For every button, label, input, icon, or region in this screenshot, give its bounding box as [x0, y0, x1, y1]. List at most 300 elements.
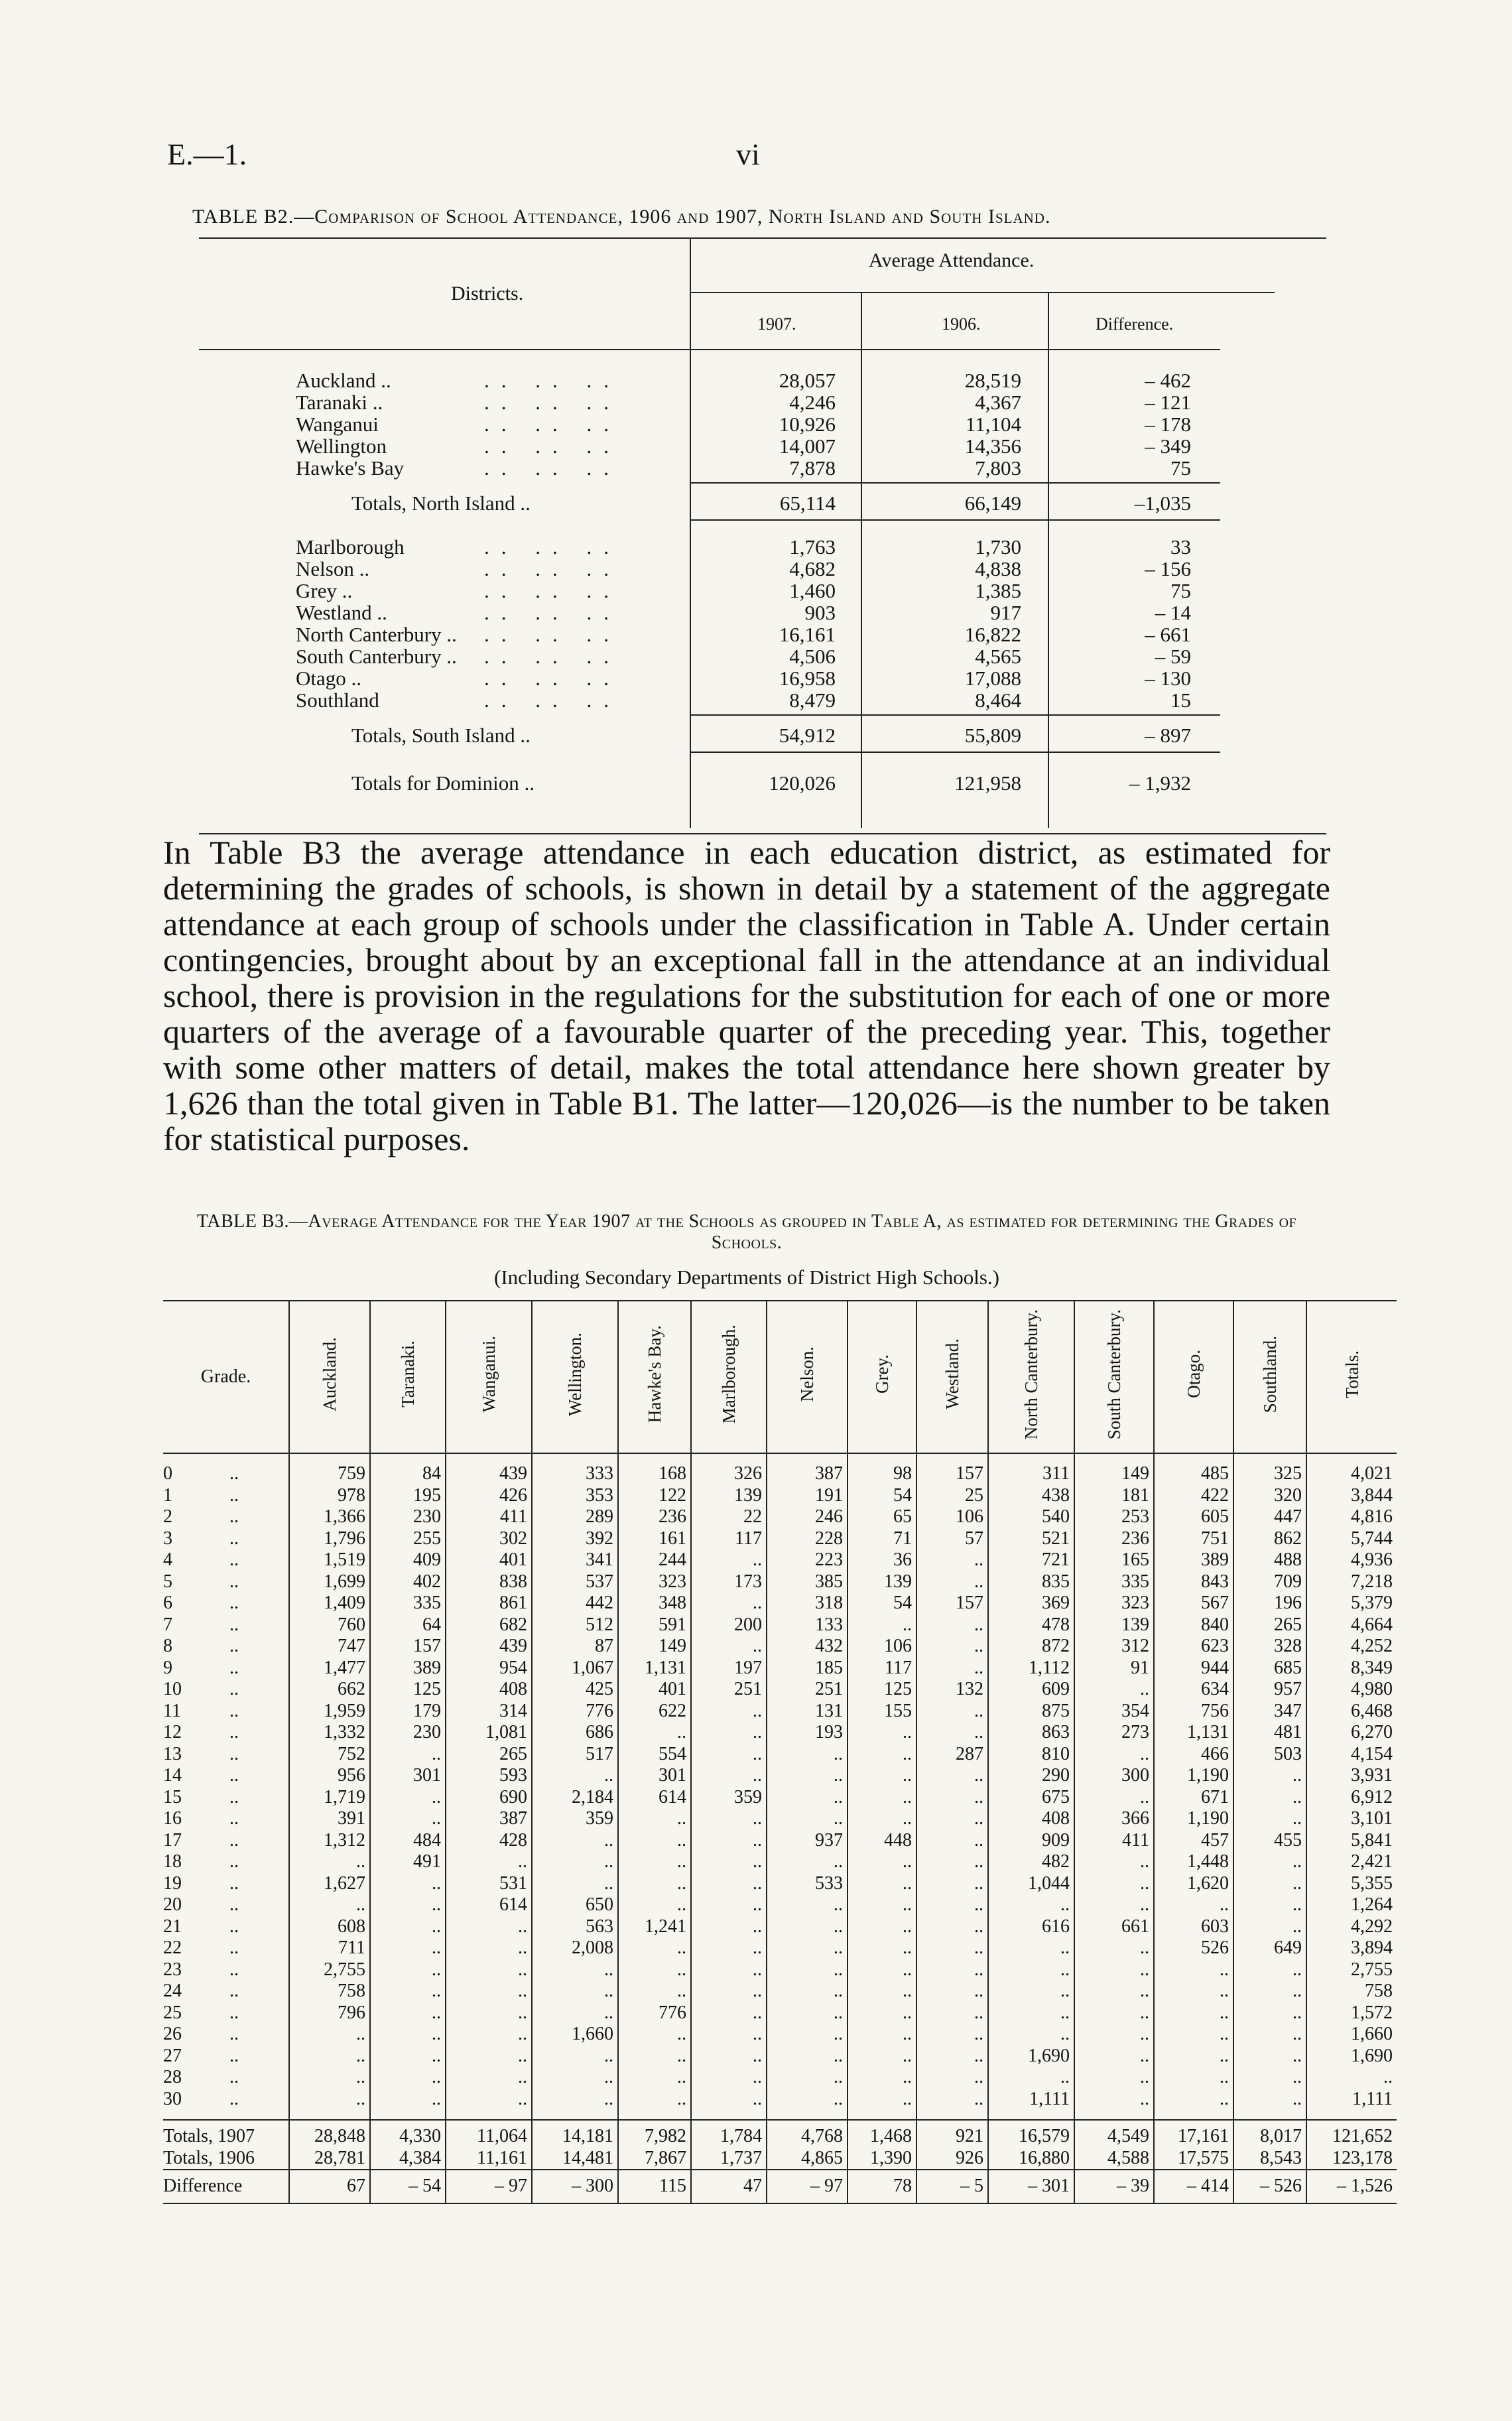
b3-row-label: [163, 1593, 289, 1614]
b2-value-difference: – 349: [1145, 434, 1191, 458]
b3-cell: 503: [1233, 1744, 1306, 1766]
b3-cell: ..: [691, 2024, 767, 2046]
b3-cell: 1,660: [1306, 2024, 1397, 2046]
b3-cell: 540: [988, 1506, 1074, 1528]
b3-cell: 347: [1233, 1701, 1306, 1723]
b3-cell: 230: [370, 1722, 446, 1744]
b3-leader-dots: ..: [229, 2067, 239, 2087]
b3-cell: 603: [1154, 1916, 1233, 1938]
b3-table-row: [163, 2148, 1397, 2170]
b3-header-district: [1233, 1301, 1306, 1453]
b3-cell: 149: [1074, 1453, 1154, 1485]
b2-col-average-attendance: Average Attendance.: [869, 249, 1035, 271]
b3-cell: – 39: [1074, 2170, 1154, 2203]
b3-cell: 776: [618, 2002, 691, 2024]
b3-cell: 482: [988, 1851, 1074, 1873]
b2-value-1907: 16,161: [779, 623, 836, 646]
b3-cell: ..: [691, 1830, 767, 1852]
b3-cell: 2,421: [1306, 1851, 1397, 1873]
b3-cell: 14,181: [532, 2120, 618, 2148]
b2-value-1907: 903: [804, 601, 836, 624]
b3-header-label: Hawke's Bay.: [645, 1325, 664, 1423]
b3-cell: 91: [1074, 1658, 1154, 1679]
b3-cell: 1,366: [289, 1506, 370, 1528]
b2-district-row: [199, 667, 1326, 688]
b3-leader-dots: ..: [229, 2024, 239, 2044]
b2-value-1906: 121,958: [954, 771, 1021, 795]
b3-cell: 1,332: [289, 1722, 370, 1744]
b3-cell: 686: [532, 1722, 618, 1744]
b3-cell: ..: [1074, 1851, 1154, 1873]
b3-cell: ..: [1233, 1916, 1306, 1938]
b3-leader-dots: ..: [229, 1636, 239, 1656]
b3-cell: 751: [1154, 1528, 1233, 1550]
b3-row-label: [163, 1722, 289, 1744]
b3-cell: 123,178: [1306, 2148, 1397, 2170]
table-b2-title-text: Comparison of School Attendance, 1906 and 1907, North Island and South Island.: [314, 206, 1051, 228]
b3-cell: ..: [1074, 1959, 1154, 1981]
b3-cell: 1,312: [289, 1830, 370, 1852]
b3-cell: ..: [848, 1765, 916, 1787]
b3-cell: 408: [988, 1808, 1074, 1830]
b3-header-label: Taranaki.: [398, 1341, 418, 1408]
b3-cell: 484: [370, 1830, 446, 1852]
b2-value-1907: 120,026: [769, 771, 836, 795]
b3-cell: ..: [532, 1830, 618, 1852]
b3-table-row: [163, 1808, 1397, 1830]
b3-cell: 481: [1233, 1722, 1306, 1744]
b2-value-1907: 1,763: [789, 535, 836, 558]
b2-district-row: [199, 369, 1326, 391]
b3-cell: 491: [370, 1851, 446, 1873]
b3-cell: 165: [1074, 1549, 1154, 1571]
b2-value-difference: – 156: [1145, 557, 1191, 580]
b3-cell: – 5: [916, 2170, 988, 2203]
b2-value-1906: 917: [990, 601, 1021, 624]
b3-cell: 3,844: [1306, 1485, 1397, 1507]
b3-cell: 1,241: [618, 1916, 691, 1938]
b3-cell: 1,131: [1154, 1722, 1233, 1744]
b3-cell: 1,784: [691, 2120, 767, 2148]
b3-leader-dots: ..: [229, 1463, 239, 1484]
b3-cell: ..: [1233, 1981, 1306, 2002]
b3-cell: ..: [691, 1937, 767, 1959]
b3-cell: ..: [1074, 1873, 1154, 1895]
b2-value-difference: – 14: [1155, 601, 1191, 624]
b3-cell: 57: [916, 1528, 988, 1550]
b3-cell: ..: [916, 1830, 988, 1852]
b3-cell: 98: [848, 1453, 916, 1485]
b2-value-1907: 1,460: [789, 579, 836, 602]
b3-grade-number: 1: [163, 1484, 172, 1506]
b3-cell: 909: [988, 1830, 1074, 1852]
b3-cell: 1,660: [532, 2024, 618, 2046]
b3-cell: 3,894: [1306, 1937, 1397, 1959]
b3-cell: ..: [370, 1894, 446, 1916]
b3-table-row: [163, 1679, 1397, 1701]
b3-cell: ..: [370, 1981, 446, 2002]
b3-row-label: [163, 1873, 289, 1895]
b3-cell: ..: [1233, 2067, 1306, 2089]
b3-cell: ..: [618, 1722, 691, 1744]
b3-header-district: [1154, 1301, 1233, 1453]
b3-cell: 675: [988, 1787, 1074, 1809]
b2-district-row: [199, 645, 1326, 667]
b3-cell: 671: [1154, 1787, 1233, 1809]
b2-district-row: [199, 456, 1326, 478]
b3-cell: 1,081: [446, 1722, 532, 1744]
b2-value-1906: 17,088: [964, 667, 1021, 690]
b3-header-label: Wellington.: [565, 1332, 585, 1416]
b3-cell: 348: [618, 1593, 691, 1614]
b3-cell: 455: [1233, 1830, 1306, 1852]
b3-cell: 605: [1154, 1506, 1233, 1528]
b3-cell: ..: [767, 1851, 848, 1873]
b3-cell: ..: [691, 1701, 767, 1723]
b3-cell: 956: [289, 1765, 370, 1787]
b3-header-label: Southland.: [1260, 1335, 1280, 1413]
b3-cell: 1,959: [289, 1701, 370, 1723]
b2-district-name: Hawke's Bay: [296, 456, 405, 480]
b2-value-1906: 1,385: [975, 579, 1021, 602]
b2-district-name: Totals for Dominion ..: [351, 771, 535, 795]
b3-header-district: [618, 1301, 691, 1453]
b3-header-label: Wanganui.: [479, 1335, 499, 1413]
b2-value-1907: 14,007: [779, 434, 836, 458]
b3-cell: ..: [446, 2067, 532, 2089]
b3-cell: 179: [370, 1701, 446, 1723]
b3-cell: ..: [848, 1873, 916, 1895]
b3-row-label: [163, 1808, 289, 1830]
b3-cell: ..: [370, 2089, 446, 2121]
b3-cell: 17,575: [1154, 2148, 1233, 2170]
b3-leader-dots: ..: [229, 1981, 239, 2001]
b3-header-district: [289, 1301, 370, 1453]
b3-cell: ..: [618, 1873, 691, 1895]
b3-row-label: [163, 1981, 289, 2002]
b3-cell: ..: [988, 2067, 1074, 2089]
b2-district-row: [199, 688, 1326, 710]
b3-leader-dots: ..: [229, 1484, 239, 1506]
b2-district-name: Totals, South Island ..: [351, 724, 531, 747]
b2-value-1907: 10,926: [779, 413, 836, 436]
b3-table-row: [163, 2089, 1397, 2121]
b3-header-label: North Canterbury.: [1021, 1309, 1041, 1439]
b3-header-district: [370, 1301, 446, 1453]
b3-cell: 4,154: [1306, 1744, 1397, 1766]
table-b3: [163, 1300, 1393, 2204]
b3-cell: 758: [289, 1981, 370, 2002]
table-b3-title: [163, 1211, 1330, 1254]
b3-cell: ..: [1074, 2046, 1154, 2067]
b3-cell: ..: [988, 1981, 1074, 2002]
b3-grade-number: 11: [163, 1700, 181, 1721]
b3-cell: ..: [532, 1959, 618, 1981]
b3-cell: 428: [446, 1830, 532, 1852]
b3-cell: 125: [370, 1679, 446, 1701]
b3-cell: 401: [618, 1679, 691, 1701]
b2-value-1906: 14,356: [964, 434, 1021, 458]
b3-row-label: [163, 1744, 289, 1766]
b2-district-row: [199, 535, 1326, 557]
table-b3-subtitle: (Including Secondary Departments of District High Schools.): [494, 1266, 999, 1289]
b3-leader-dots: ..: [229, 1700, 239, 1721]
b3-table-row: [163, 1744, 1397, 1766]
b3-cell: 526: [1154, 1937, 1233, 1959]
b3-cell: 937: [767, 1830, 848, 1852]
b3-cell: 246: [767, 1506, 848, 1528]
b3-cell: ..: [767, 1808, 848, 1830]
b3-cell: 567: [1154, 1593, 1233, 1614]
b3-cell: ..: [1154, 2024, 1233, 2046]
b3-cell: 14,481: [532, 2148, 618, 2170]
b3-cell: ..: [848, 2024, 916, 2046]
b3-cell: 478: [988, 1614, 1074, 1636]
b2-value-difference: 33: [1170, 535, 1191, 558]
b3-table-row: [163, 1506, 1397, 1528]
b3-row-label: [163, 1485, 289, 1507]
b3-cell: ..: [446, 1916, 532, 1938]
b3-cell: 875: [988, 1701, 1074, 1723]
b3-cell: ..: [848, 1851, 916, 1873]
b2-value-1907: 28,057: [779, 369, 836, 392]
b3-cell: 466: [1154, 1744, 1233, 1766]
b3-cell: ..: [848, 1787, 916, 1809]
table-b2: [199, 237, 1326, 834]
b3-grade-number: 8: [163, 1636, 172, 1656]
b3-cell: ..: [446, 1959, 532, 1981]
b3-row-label: [163, 1506, 289, 1528]
b3-cell: ..: [532, 1765, 618, 1787]
table-b3-grid: [163, 1300, 1397, 2204]
b2-leader-dots: .. .. ..: [484, 667, 621, 690]
b3-cell: – 97: [446, 2170, 532, 2203]
b3-header-label: South Canterbury.: [1104, 1309, 1124, 1439]
b2-district-row: [199, 434, 1326, 456]
b3-cell: ..: [767, 2046, 848, 2067]
table-b2-title-prefix: TABLE B2.—: [192, 206, 315, 228]
b3-cell: ..: [446, 2002, 532, 2024]
b3-row-label: [163, 1679, 289, 1701]
b3-cell: ..: [916, 2046, 988, 2067]
b3-cell: 7,867: [618, 2148, 691, 2170]
b3-cell: 301: [370, 1765, 446, 1787]
b3-cell: ..: [916, 2002, 988, 2024]
b3-cell: 448: [848, 1830, 916, 1852]
b3-cell: ..: [767, 1981, 848, 2002]
b2-district-name: Totals, North Island ..: [351, 491, 531, 515]
b3-cell: 1,690: [1306, 2046, 1397, 2067]
b3-cell: ..: [691, 1744, 767, 1766]
b3-cell: ..: [691, 1873, 767, 1895]
b3-cell: 1,112: [988, 1658, 1074, 1679]
b3-cell: 442: [532, 1593, 618, 1614]
b3-cell: ..: [988, 1959, 1074, 1981]
b3-leader-dots: ..: [229, 2088, 239, 2109]
b3-cell: 157: [370, 1636, 446, 1658]
b3-cell: 1,409: [289, 1593, 370, 1614]
b2-district-name: Wanganui: [296, 413, 379, 436]
body-paragraph: In Table B3 the average attendance in each education district, as estimated for determining the grades of schools, is shown in detail by a statement of the aggregate attendance at each group of schools under the classification in Table A. Under certain contingencies, brought about by an exceptional fall in the attendance at an individual school, there is provision in the regulations for the substitution for each of one or more quarters of the average of a favourable quarter of the preceding year. This, together with some other matters of detail, makes the total attendance here shown greater by 1,626 than the total given in Table B1. The latter—120,026—is the number to be taken for statistical purposes.: [163, 834, 1330, 1157]
b2-district-row: [199, 579, 1326, 601]
b3-cell: 16,579: [988, 2120, 1074, 2148]
b3-cell: ..: [916, 1765, 988, 1787]
b3-row-label: [163, 1701, 289, 1723]
b3-cell: ..: [618, 1981, 691, 2002]
b3-cell: 6,468: [1306, 1701, 1397, 1723]
b3-cell: 661: [1074, 1916, 1154, 1938]
b2-district-row: [199, 623, 1326, 645]
b3-cell: 752: [289, 1744, 370, 1766]
b3-cell: 314: [446, 1701, 532, 1723]
b3-cell: 301: [618, 1765, 691, 1787]
b3-cell: 389: [1154, 1549, 1233, 1571]
b3-table-row: [163, 1981, 1397, 2002]
b3-cell: 796: [289, 2002, 370, 2024]
b3-cell: 747: [289, 1636, 370, 1658]
b3-cell: 2,755: [289, 1959, 370, 1981]
b3-cell: ..: [1233, 1808, 1306, 1830]
b3-cell: – 301: [988, 2170, 1074, 2203]
b3-cell: ..: [618, 2089, 691, 2121]
b3-leader-dots: ..: [229, 1722, 239, 1742]
b3-cell: 1,627: [289, 1873, 370, 1895]
b3-cell: ..: [370, 1873, 446, 1895]
b2-district-name: Otago ..: [296, 667, 362, 690]
b3-cell: 168: [618, 1453, 691, 1485]
b3-table-row: [163, 1485, 1397, 1507]
b3-leader-dots: ..: [229, 1872, 239, 1894]
b2-value-1906: 1,730: [975, 535, 1021, 558]
b3-leader-dots: ..: [229, 1959, 239, 1980]
b3-cell: 634: [1154, 1679, 1233, 1701]
b3-grade-number: 5: [163, 1571, 172, 1592]
b3-header-label: Westland.: [942, 1339, 962, 1410]
b3-cell: 426: [446, 1485, 532, 1507]
b3-table-row: [163, 1851, 1397, 1873]
b3-cell: – 300: [532, 2170, 618, 2203]
b3-cell: ..: [916, 1549, 988, 1571]
b2-leader-dots: .. .. ..: [484, 645, 621, 668]
b3-cell: ..: [691, 1808, 767, 1830]
b3-cell: ..: [1074, 2089, 1154, 2121]
b3-cell: ..: [988, 1937, 1074, 1959]
b3-cell: 131: [767, 1701, 848, 1723]
b3-grade-number: 9: [163, 1657, 172, 1678]
b3-cell: ..: [370, 1916, 446, 1938]
b3-cell: 954: [446, 1658, 532, 1679]
b3-cell: 28,781: [289, 2148, 370, 2170]
b3-row-label: [163, 1916, 289, 1938]
b3-cell: 139: [691, 1485, 767, 1507]
b3-cell: ..: [1154, 1959, 1233, 1981]
b3-cell: 228: [767, 1528, 848, 1550]
b3-row-label: Totals, 1907: [163, 2120, 289, 2148]
b3-cell: 1,044: [988, 1873, 1074, 1895]
b3-table-row: [163, 1959, 1397, 1981]
b3-cell: ..: [446, 1981, 532, 2002]
b3-cell: 121,652: [1306, 2120, 1397, 2148]
b3-cell: ..: [1233, 1851, 1306, 1873]
b3-cell: 411: [446, 1506, 532, 1528]
b3-cell: ..: [916, 1851, 988, 1873]
b3-row-label: [163, 1549, 289, 1571]
b3-cell: 593: [446, 1765, 532, 1787]
b3-grade-number: 2: [163, 1506, 172, 1527]
b3-cell: 387: [767, 1453, 848, 1485]
b3-grade-number: 0: [163, 1463, 172, 1484]
b3-cell: ..: [289, 2067, 370, 2089]
b3-cell: ..: [767, 2067, 848, 2089]
b3-cell: 139: [848, 1571, 916, 1593]
b3-header-label: Marlborough.: [719, 1325, 739, 1424]
b3-cell: 253: [1074, 1506, 1154, 1528]
b3-leader-dots: ..: [229, 1614, 239, 1635]
b3-cell: ..: [691, 1981, 767, 2002]
b3-row-label: [163, 1894, 289, 1916]
b3-cell: ..: [532, 2067, 618, 2089]
b2-district-name: Nelson ..: [296, 557, 370, 580]
b3-grade-number: 6: [163, 1593, 172, 1613]
b3-cell: 17,161: [1154, 2120, 1233, 2148]
b3-cell: 117: [848, 1658, 916, 1679]
b3-cell: ..: [848, 2002, 916, 2024]
b3-row-label: Difference: [163, 2170, 289, 2203]
b3-cell: 4,816: [1306, 1506, 1397, 1528]
b3-cell: 251: [767, 1679, 848, 1701]
b3-cell: 4,588: [1074, 2148, 1154, 2170]
b3-header-label: Auckland.: [320, 1337, 340, 1411]
b3-cell: ..: [289, 1851, 370, 1873]
b3-grade-number: 28: [163, 2067, 182, 2087]
b3-cell: ..: [848, 1744, 916, 1766]
b2-district-row: [199, 413, 1326, 434]
b3-cell: 1,477: [289, 1658, 370, 1679]
b3-cell: ..: [916, 1571, 988, 1593]
b3-cell: 290: [988, 1765, 1074, 1787]
b3-grade-number: 17: [163, 1829, 182, 1851]
b3-leader-dots: ..: [229, 1894, 239, 1915]
b3-cell: ..: [370, 2046, 446, 2067]
b2-value-1907: 16,958: [779, 667, 836, 690]
b3-cell: 682: [446, 1614, 532, 1636]
b3-cell: 64: [370, 1614, 446, 1636]
b3-cell: ..: [691, 2046, 767, 2067]
b3-cell: – 526: [1233, 2170, 1306, 2203]
b3-cell: 5,744: [1306, 1528, 1397, 1550]
b2-value-difference: – 59: [1155, 645, 1191, 668]
b3-cell: 838: [446, 1571, 532, 1593]
b3-grade-number: 18: [163, 1851, 182, 1872]
b2-leader-dots: .. .. ..: [484, 369, 621, 392]
b3-cell: 1,190: [1154, 1765, 1233, 1787]
b2-col-1906: 1906.: [942, 314, 981, 334]
b3-cell: 776: [532, 1701, 618, 1723]
b3-table-row: [163, 2120, 1397, 2148]
b3-leader-dots: ..: [229, 1528, 239, 1549]
b2-value-1907: 8,479: [789, 688, 836, 712]
b2-value-difference: – 121: [1145, 391, 1191, 414]
b3-grade-number: 16: [163, 1808, 182, 1829]
b3-cell: 4,384: [370, 2148, 446, 2170]
b3-cell: 122: [618, 1485, 691, 1507]
b3-cell: ..: [1074, 1894, 1154, 1916]
b3-grade-number: 27: [163, 2045, 182, 2066]
b3-cell: 193: [767, 1722, 848, 1744]
b3-cell: 333: [532, 1453, 618, 1485]
b3-cell: ..: [691, 2067, 767, 2089]
b3-cell: 457: [1154, 1830, 1233, 1852]
